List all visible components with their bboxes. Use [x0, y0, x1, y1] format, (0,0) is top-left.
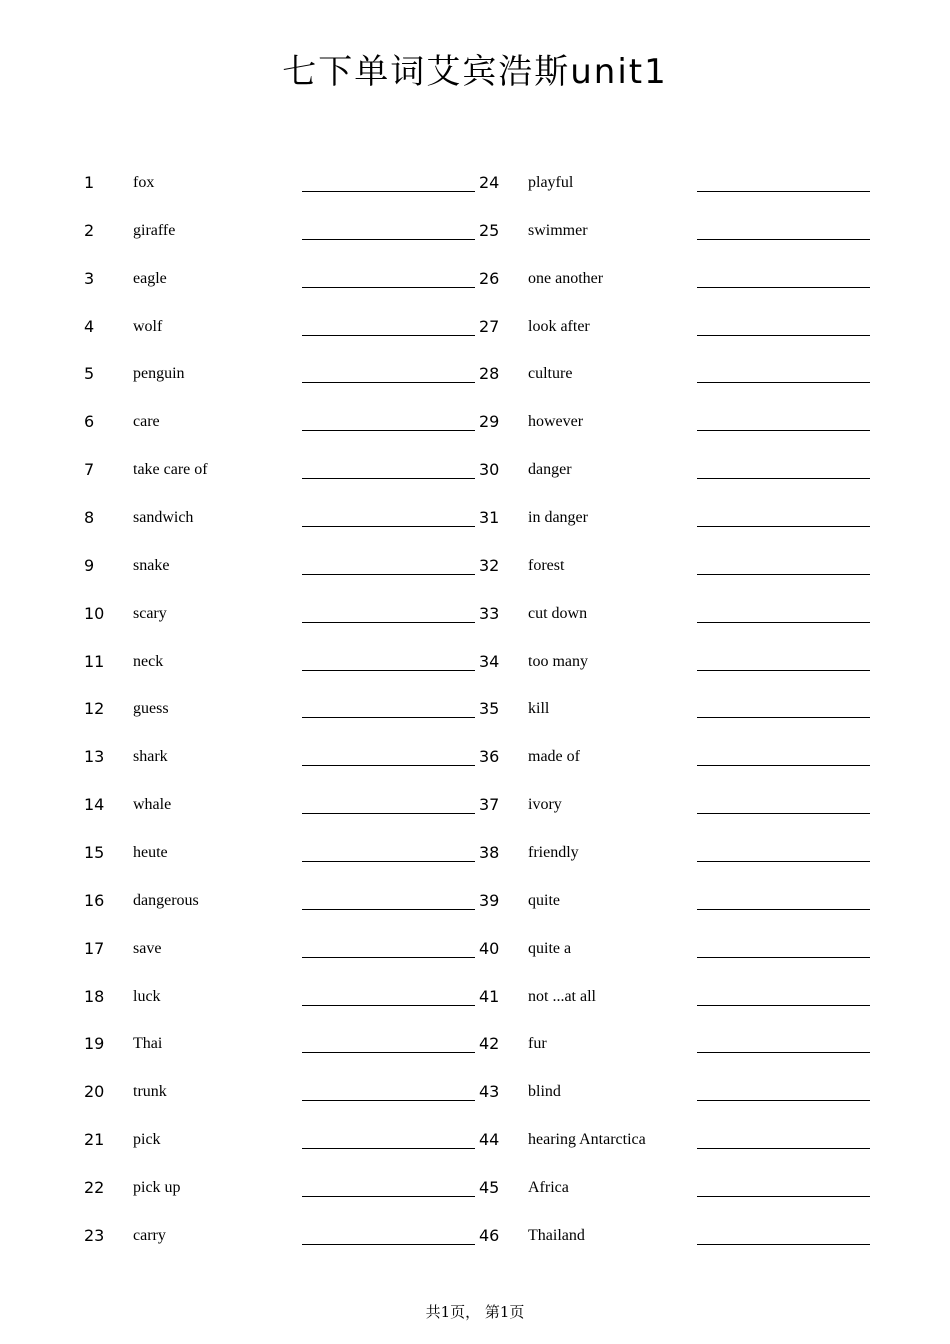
word-number: 15 [84, 843, 105, 863]
answer-blank-line [697, 478, 870, 479]
word-row [0, 1178, 950, 1208]
word-text: pick [133, 1131, 161, 1149]
word-number: 41 [479, 986, 500, 1006]
answer-blank-line [697, 1052, 870, 1053]
word-row [0, 987, 950, 1017]
word-row [0, 843, 950, 873]
word-number: 18 [84, 986, 105, 1006]
word-number: 25 [479, 220, 500, 240]
word-text: blind [528, 1083, 561, 1101]
word-number: 12 [84, 699, 105, 719]
word-number: 23 [84, 1225, 105, 1245]
word-text: forest [528, 556, 565, 574]
word-number: 36 [479, 747, 500, 767]
word-row [0, 221, 950, 251]
answer-blank-line [697, 574, 870, 575]
answer-blank-line [697, 1005, 870, 1006]
word-number: 7 [84, 460, 95, 480]
word-number: 19 [84, 1034, 105, 1054]
word-number: 31 [479, 508, 500, 528]
answer-blank-line [697, 861, 870, 862]
word-text: scary [133, 604, 167, 622]
word-text: pick up [133, 1179, 181, 1197]
word-text: Thailand [528, 1226, 585, 1244]
word-number: 38 [479, 843, 500, 863]
answer-blank-line [697, 717, 870, 718]
word-text: quite a [528, 939, 572, 957]
word-number: 4 [84, 316, 95, 336]
word-text: look after [528, 317, 590, 335]
word-text: shark [133, 748, 168, 766]
word-row [0, 460, 950, 490]
word-text: Africa [528, 1179, 569, 1197]
page-footer: 共1页， 第1页 [425, 1303, 525, 1321]
word-text: save [133, 939, 162, 957]
word-number: 46 [479, 1225, 500, 1245]
word-number: 35 [479, 699, 500, 719]
answer-blank-line [697, 430, 870, 431]
word-row [0, 1082, 950, 1112]
answer-blank-line [697, 765, 870, 766]
answer-blank-line [697, 813, 870, 814]
word-text: kill [528, 700, 550, 718]
word-number: 6 [84, 412, 95, 432]
word-number: 13 [84, 747, 105, 767]
word-text: danger [528, 461, 572, 479]
word-row [0, 891, 950, 921]
word-number: 9 [84, 555, 95, 575]
word-text: fox [133, 174, 155, 191]
word-text: fur [528, 1035, 547, 1053]
word-text: whale [133, 796, 172, 814]
word-text: not ...at all [528, 987, 596, 1005]
word-text: however [528, 413, 584, 431]
word-text: snake [133, 556, 170, 574]
answer-blank-line [697, 239, 870, 240]
word-text: culture [528, 365, 573, 383]
word-text: ivory [528, 796, 562, 814]
word-row [0, 1226, 950, 1256]
word-row [0, 939, 950, 969]
word-number: 10 [84, 603, 105, 623]
word-row [0, 556, 950, 586]
word-number: 43 [479, 1082, 500, 1102]
word-row [0, 269, 950, 299]
word-row [0, 699, 950, 729]
answer-blank-line [697, 287, 870, 288]
word-row [0, 652, 950, 682]
word-text: guess [133, 700, 169, 718]
word-text: luck [133, 987, 161, 1005]
word-number: 5 [84, 364, 95, 384]
answer-blank-line [697, 335, 870, 336]
word-number: 2 [84, 220, 95, 240]
word-number: 22 [84, 1178, 105, 1198]
word-text: playful [528, 174, 574, 191]
word-text: made of [528, 748, 580, 766]
word-text: friendly [528, 844, 579, 862]
word-number: 11 [84, 651, 105, 671]
word-number: 14 [84, 795, 105, 815]
answer-blank-line [697, 1100, 870, 1101]
word-text: quite [528, 891, 560, 909]
word-number: 34 [479, 651, 500, 671]
word-text: cut down [528, 604, 588, 622]
word-text: eagle [133, 269, 167, 287]
word-text: heute [133, 844, 168, 862]
word-number: 17 [84, 938, 105, 958]
word-number: 16 [84, 890, 105, 910]
word-number: 26 [479, 268, 500, 288]
word-row [0, 1130, 950, 1160]
word-text: wolf [133, 317, 163, 335]
word-row [0, 795, 950, 825]
word-row [0, 747, 950, 777]
word-text: hearing Antarctica [528, 1131, 646, 1149]
word-row [0, 604, 950, 634]
word-text: swimmer [528, 221, 588, 239]
word-number: 24 [479, 173, 500, 192]
word-number: 29 [479, 412, 500, 432]
word-row [0, 173, 950, 203]
answer-blank-line [697, 1148, 870, 1149]
word-number: 33 [479, 603, 500, 623]
word-text: too many [528, 652, 588, 670]
word-number: 39 [479, 890, 500, 910]
word-row [0, 508, 950, 538]
answer-blank-line [697, 909, 870, 910]
word-number: 45 [479, 1178, 500, 1198]
word-text: dangerous [133, 891, 199, 909]
answer-blank-line [697, 622, 870, 623]
word-number: 8 [84, 508, 95, 528]
word-number: 3 [84, 268, 95, 288]
page-title: 七下单词艾宾浩斯unit1 [282, 52, 668, 92]
word-row [0, 364, 950, 394]
word-number: 21 [84, 1130, 105, 1150]
word-text: giraffe [133, 221, 176, 239]
word-text: care [133, 413, 160, 431]
word-row [0, 412, 950, 442]
word-text: neck [133, 652, 164, 670]
word-number: 30 [479, 460, 500, 480]
word-text: sandwich [133, 509, 194, 527]
word-text: Thai [133, 1035, 163, 1053]
answer-blank-line [697, 1196, 870, 1197]
word-number: 44 [479, 1130, 500, 1150]
word-number: 20 [84, 1082, 105, 1102]
word-number: 40 [479, 938, 500, 958]
word-number: 27 [479, 316, 500, 336]
word-row [0, 1034, 950, 1064]
answer-blank-line [697, 957, 870, 958]
answer-blank-line [697, 191, 870, 192]
word-text: one another [528, 269, 604, 287]
word-text: penguin [133, 365, 185, 383]
word-number: 1 [84, 173, 95, 192]
word-number: 37 [479, 795, 500, 815]
answer-blank-line [697, 526, 870, 527]
word-number: 32 [479, 555, 500, 575]
word-row [0, 317, 950, 347]
answer-blank-line [697, 1244, 870, 1245]
answer-blank-line [697, 670, 870, 671]
answer-blank-line [697, 382, 870, 383]
word-text: take care of [133, 461, 208, 479]
word-number: 28 [479, 364, 500, 384]
word-number: 42 [479, 1034, 500, 1054]
word-text: trunk [133, 1083, 167, 1101]
word-text: in danger [528, 509, 588, 527]
word-text: carry [133, 1226, 166, 1244]
